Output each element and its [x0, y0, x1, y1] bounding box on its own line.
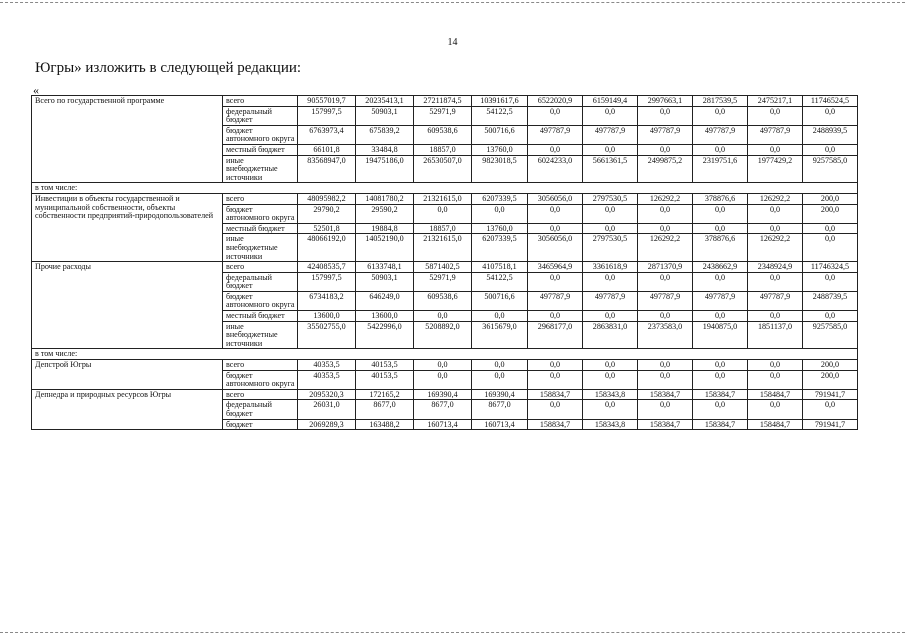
- amount-cell: 158384,7: [638, 389, 693, 400]
- amount-cell: 2319751,6: [693, 155, 748, 183]
- amount-cell: 3465964,9: [528, 262, 583, 273]
- amount-cell: 0,0: [803, 234, 858, 262]
- amount-cell: 6207339,5: [472, 193, 528, 204]
- amount-cell: 0,0: [693, 400, 748, 419]
- amount-cell: 19475186,0: [356, 155, 414, 183]
- amount-cell: 90557019,7: [298, 96, 356, 107]
- amount-cell: 0,0: [528, 144, 583, 155]
- amount-cell: 0,0: [748, 311, 803, 322]
- amount-cell: 0,0: [528, 223, 583, 234]
- table-row: [32, 96, 858, 107]
- amount-cell: 2871370,9: [638, 262, 693, 273]
- funding-source-label: местный бюджет: [223, 223, 298, 234]
- amount-cell: 52971,9: [414, 272, 472, 291]
- amount-cell: 50903,1: [356, 272, 414, 291]
- funding-source-label: бюджет автономного округа: [223, 291, 298, 310]
- amount-cell: 0,0: [693, 311, 748, 322]
- amount-cell: 0,0: [583, 106, 638, 125]
- amount-cell: 0,0: [528, 370, 583, 389]
- amount-cell: 0,0: [583, 400, 638, 419]
- amount-cell: 158384,7: [693, 389, 748, 400]
- amount-cell: 158834,7: [528, 389, 583, 400]
- amount-cell: 158834,7: [528, 419, 583, 430]
- amount-cell: 8677,0: [414, 400, 472, 419]
- amount-cell: 48066192,0: [298, 234, 356, 262]
- subtotal-note-row: [32, 349, 858, 360]
- amount-cell: 0,0: [638, 360, 693, 371]
- amount-cell: 609538,6: [414, 125, 472, 144]
- amount-cell: 5422996,0: [356, 321, 414, 349]
- amount-cell: 2997663,1: [638, 96, 693, 107]
- amount-cell: 0,0: [414, 370, 472, 389]
- amount-cell: 0,0: [638, 400, 693, 419]
- amount-cell: 20235413,1: [356, 96, 414, 107]
- amount-cell: 0,0: [693, 370, 748, 389]
- amount-cell: 0,0: [693, 204, 748, 223]
- amount-cell: 6522020,9: [528, 96, 583, 107]
- amount-cell: 200,0: [803, 204, 858, 223]
- amount-cell: 126292,2: [638, 193, 693, 204]
- funding-source-label: иные внебюджетные источники: [223, 234, 298, 262]
- amount-cell: 0,0: [803, 144, 858, 155]
- subtotal-note: в том числе:: [32, 349, 858, 360]
- funding-source-label: иные внебюджетные источники: [223, 155, 298, 183]
- amount-cell: 378876,6: [693, 234, 748, 262]
- amount-cell: 497787,9: [748, 291, 803, 310]
- amount-cell: 13760,0: [472, 223, 528, 234]
- amount-cell: 500716,6: [472, 125, 528, 144]
- amount-cell: 497787,9: [748, 125, 803, 144]
- funding-source-label: бюджет автономного округа: [223, 204, 298, 223]
- amount-cell: 21321615,0: [414, 234, 472, 262]
- amount-cell: 9257585,0: [803, 155, 858, 183]
- amount-cell: 0,0: [583, 223, 638, 234]
- amount-cell: 0,0: [583, 360, 638, 371]
- amount-cell: 18857,0: [414, 144, 472, 155]
- amount-cell: 26031,0: [298, 400, 356, 419]
- amount-cell: 0,0: [748, 272, 803, 291]
- amount-cell: 0,0: [638, 204, 693, 223]
- amount-cell: 54122,5: [472, 272, 528, 291]
- amount-cell: 0,0: [583, 370, 638, 389]
- amount-cell: 14052190,0: [356, 234, 414, 262]
- amount-cell: 33484,8: [356, 144, 414, 155]
- amount-cell: 497787,9: [693, 125, 748, 144]
- amount-cell: 2797530,5: [583, 193, 638, 204]
- amount-cell: 48095982,2: [298, 193, 356, 204]
- amount-cell: 158484,7: [748, 419, 803, 430]
- amount-cell: 0,0: [748, 144, 803, 155]
- amount-cell: 0,0: [748, 106, 803, 125]
- amount-cell: 29590,2: [356, 204, 414, 223]
- amount-cell: 35502755,0: [298, 321, 356, 349]
- amount-cell: 5208892,0: [414, 321, 472, 349]
- amount-cell: 160713,4: [472, 419, 528, 430]
- amount-cell: 497787,9: [638, 291, 693, 310]
- amount-cell: 13760,0: [472, 144, 528, 155]
- amount-cell: 3361618,9: [583, 262, 638, 273]
- amount-cell: 0,0: [803, 223, 858, 234]
- subtotal-note: в том числе:: [32, 183, 858, 194]
- amount-cell: 6159149,4: [583, 96, 638, 107]
- funding-source-label: федеральный бюджет: [223, 106, 298, 125]
- amount-cell: 497787,9: [583, 291, 638, 310]
- table-row: [32, 262, 858, 273]
- program-section-name: Всего по государственной программе: [32, 96, 223, 183]
- amount-cell: 1851137,0: [748, 321, 803, 349]
- amount-cell: 40353,5: [298, 360, 356, 371]
- amount-cell: 52971,9: [414, 106, 472, 125]
- amount-cell: 66101,8: [298, 144, 356, 155]
- amount-cell: 2488939,5: [803, 125, 858, 144]
- amount-cell: 13600,0: [356, 311, 414, 322]
- amount-cell: 27211874,5: [414, 96, 472, 107]
- amount-cell: 160713,4: [414, 419, 472, 430]
- amount-cell: 0,0: [803, 106, 858, 125]
- amount-cell: 40153,5: [356, 360, 414, 371]
- amount-cell: 163488,2: [356, 419, 414, 430]
- amount-cell: 5661361,5: [583, 155, 638, 183]
- amount-cell: 2499875,2: [638, 155, 693, 183]
- amount-cell: 126292,2: [638, 234, 693, 262]
- budget-table: [31, 95, 858, 430]
- page-heading: Югры» изложить в следующей редакции:: [35, 60, 302, 76]
- amount-cell: 200,0: [803, 193, 858, 204]
- amount-cell: 13600,0: [298, 311, 356, 322]
- amount-cell: 0,0: [528, 204, 583, 223]
- amount-cell: 2069289,3: [298, 419, 356, 430]
- amount-cell: 0,0: [414, 204, 472, 223]
- amount-cell: 0,0: [638, 370, 693, 389]
- amount-cell: 497787,9: [528, 291, 583, 310]
- amount-cell: 19884,8: [356, 223, 414, 234]
- funding-source-label: бюджет автономного округа: [223, 125, 298, 144]
- amount-cell: 497787,9: [693, 291, 748, 310]
- amount-cell: 497787,9: [638, 125, 693, 144]
- amount-cell: 0,0: [638, 223, 693, 234]
- program-section-name: Депстрой Югры: [32, 360, 223, 390]
- table-row: [32, 360, 858, 371]
- amount-cell: 0,0: [528, 272, 583, 291]
- amount-cell: 26530507,0: [414, 155, 472, 183]
- amount-cell: 2438662,9: [693, 262, 748, 273]
- amount-cell: 11746324,5: [803, 262, 858, 273]
- amount-cell: 9257585,0: [803, 321, 858, 349]
- amount-cell: 0,0: [472, 360, 528, 371]
- amount-cell: 2817539,5: [693, 96, 748, 107]
- amount-cell: 126292,2: [748, 234, 803, 262]
- amount-cell: 1977429,2: [748, 155, 803, 183]
- amount-cell: 0,0: [638, 311, 693, 322]
- amount-cell: 83568947,0: [298, 155, 356, 183]
- amount-cell: 11746524,5: [803, 96, 858, 107]
- amount-cell: 497787,9: [583, 125, 638, 144]
- program-section-name: Прочие расходы: [32, 262, 223, 349]
- amount-cell: 791941,7: [803, 389, 858, 400]
- amount-cell: 0,0: [472, 204, 528, 223]
- amount-cell: 0,0: [638, 144, 693, 155]
- top-scan-border: [0, 2, 905, 3]
- amount-cell: 1940875,0: [693, 321, 748, 349]
- subtotal-note-row: [32, 183, 858, 194]
- amount-cell: 40353,5: [298, 370, 356, 389]
- amount-cell: 2095320,3: [298, 389, 356, 400]
- amount-cell: 0,0: [528, 400, 583, 419]
- amount-cell: 6763973,4: [298, 125, 356, 144]
- amount-cell: 0,0: [803, 311, 858, 322]
- amount-cell: 609538,6: [414, 291, 472, 310]
- amount-cell: 169390,4: [414, 389, 472, 400]
- amount-cell: 0,0: [748, 360, 803, 371]
- amount-cell: 200,0: [803, 370, 858, 389]
- amount-cell: 50903,1: [356, 106, 414, 125]
- funding-source-label: всего: [223, 360, 298, 371]
- amount-cell: 2863831,0: [583, 321, 638, 349]
- amount-cell: 0,0: [528, 106, 583, 125]
- funding-source-label: федеральный бюджет: [223, 400, 298, 419]
- amount-cell: 497787,9: [528, 125, 583, 144]
- funding-source-label: всего: [223, 193, 298, 204]
- amount-cell: 0,0: [528, 311, 583, 322]
- amount-cell: 52501,8: [298, 223, 356, 234]
- amount-cell: 0,0: [414, 360, 472, 371]
- amount-cell: 157997,5: [298, 106, 356, 125]
- amount-cell: 2348924,9: [748, 262, 803, 273]
- amount-cell: 6734183,2: [298, 291, 356, 310]
- amount-cell: 0,0: [583, 204, 638, 223]
- opening-quote: «: [33, 83, 39, 97]
- amount-cell: 0,0: [693, 360, 748, 371]
- amount-cell: 40153,5: [356, 370, 414, 389]
- amount-cell: 5871402,5: [414, 262, 472, 273]
- amount-cell: 0,0: [748, 370, 803, 389]
- funding-source-label: всего: [223, 262, 298, 273]
- funding-source-label: местный бюджет: [223, 311, 298, 322]
- amount-cell: 9823018,5: [472, 155, 528, 183]
- amount-cell: 0,0: [748, 400, 803, 419]
- amount-cell: 42408535,7: [298, 262, 356, 273]
- amount-cell: 791941,7: [803, 419, 858, 430]
- funding-source-label: всего: [223, 389, 298, 400]
- funding-source-label: бюджет: [223, 419, 298, 430]
- amount-cell: 2488739,5: [803, 291, 858, 310]
- amount-cell: 2968177,0: [528, 321, 583, 349]
- amount-cell: 200,0: [803, 360, 858, 371]
- bottom-scan-border: [0, 632, 905, 633]
- amount-cell: 8677,0: [356, 400, 414, 419]
- amount-cell: 158343,8: [583, 389, 638, 400]
- amount-cell: 158384,7: [693, 419, 748, 430]
- amount-cell: 158343,8: [583, 419, 638, 430]
- amount-cell: 21321615,0: [414, 193, 472, 204]
- amount-cell: 500716,6: [472, 291, 528, 310]
- amount-cell: 0,0: [693, 106, 748, 125]
- amount-cell: 29790,2: [298, 204, 356, 223]
- program-section-name: Депнедра и природных ресурсов Югры: [32, 389, 223, 429]
- amount-cell: 2797530,5: [583, 234, 638, 262]
- amount-cell: 646249,0: [356, 291, 414, 310]
- amount-cell: 158384,7: [638, 419, 693, 430]
- amount-cell: 2475217,1: [748, 96, 803, 107]
- amount-cell: 6207339,5: [472, 234, 528, 262]
- amount-cell: 378876,6: [693, 193, 748, 204]
- amount-cell: 0,0: [693, 272, 748, 291]
- amount-cell: 54122,5: [472, 106, 528, 125]
- amount-cell: 14081780,2: [356, 193, 414, 204]
- funding-source-label: бюджет автономного округа: [223, 370, 298, 389]
- funding-source-label: иные внебюджетные источники: [223, 321, 298, 349]
- amount-cell: 6024233,0: [528, 155, 583, 183]
- amount-cell: 0,0: [748, 223, 803, 234]
- amount-cell: 0,0: [693, 144, 748, 155]
- amount-cell: 0,0: [583, 311, 638, 322]
- amount-cell: 0,0: [803, 272, 858, 291]
- amount-cell: 3615679,0: [472, 321, 528, 349]
- amount-cell: 0,0: [748, 204, 803, 223]
- amount-cell: 0,0: [583, 272, 638, 291]
- amount-cell: 157997,5: [298, 272, 356, 291]
- page-number: 14: [447, 37, 458, 48]
- amount-cell: 8677,0: [472, 400, 528, 419]
- table-row: [32, 193, 858, 204]
- amount-cell: 0,0: [638, 272, 693, 291]
- amount-cell: 0,0: [583, 144, 638, 155]
- amount-cell: 3056056,0: [528, 193, 583, 204]
- funding-source-label: местный бюджет: [223, 144, 298, 155]
- amount-cell: 675839,2: [356, 125, 414, 144]
- funding-source-label: федеральный бюджет: [223, 272, 298, 291]
- funding-source-label: всего: [223, 96, 298, 107]
- amount-cell: 3056056,0: [528, 234, 583, 262]
- table-row: [32, 389, 858, 400]
- amount-cell: 0,0: [472, 311, 528, 322]
- amount-cell: 126292,2: [748, 193, 803, 204]
- amount-cell: 158484,7: [748, 389, 803, 400]
- amount-cell: 4107518,1: [472, 262, 528, 273]
- amount-cell: 0,0: [638, 106, 693, 125]
- amount-cell: 0,0: [693, 223, 748, 234]
- amount-cell: 0,0: [472, 370, 528, 389]
- amount-cell: 172165,2: [356, 389, 414, 400]
- amount-cell: 0,0: [803, 400, 858, 419]
- amount-cell: 6133748,1: [356, 262, 414, 273]
- amount-cell: 18857,0: [414, 223, 472, 234]
- amount-cell: 0,0: [414, 311, 472, 322]
- amount-cell: 2373583,0: [638, 321, 693, 349]
- program-section-name: Инвестиции в объекты государственной и муниципальной собственности, объекты собственности предприятий-природопользователей: [32, 193, 223, 261]
- amount-cell: 10391617,6: [472, 96, 528, 107]
- amount-cell: 0,0: [528, 360, 583, 371]
- amount-cell: 169390,4: [472, 389, 528, 400]
